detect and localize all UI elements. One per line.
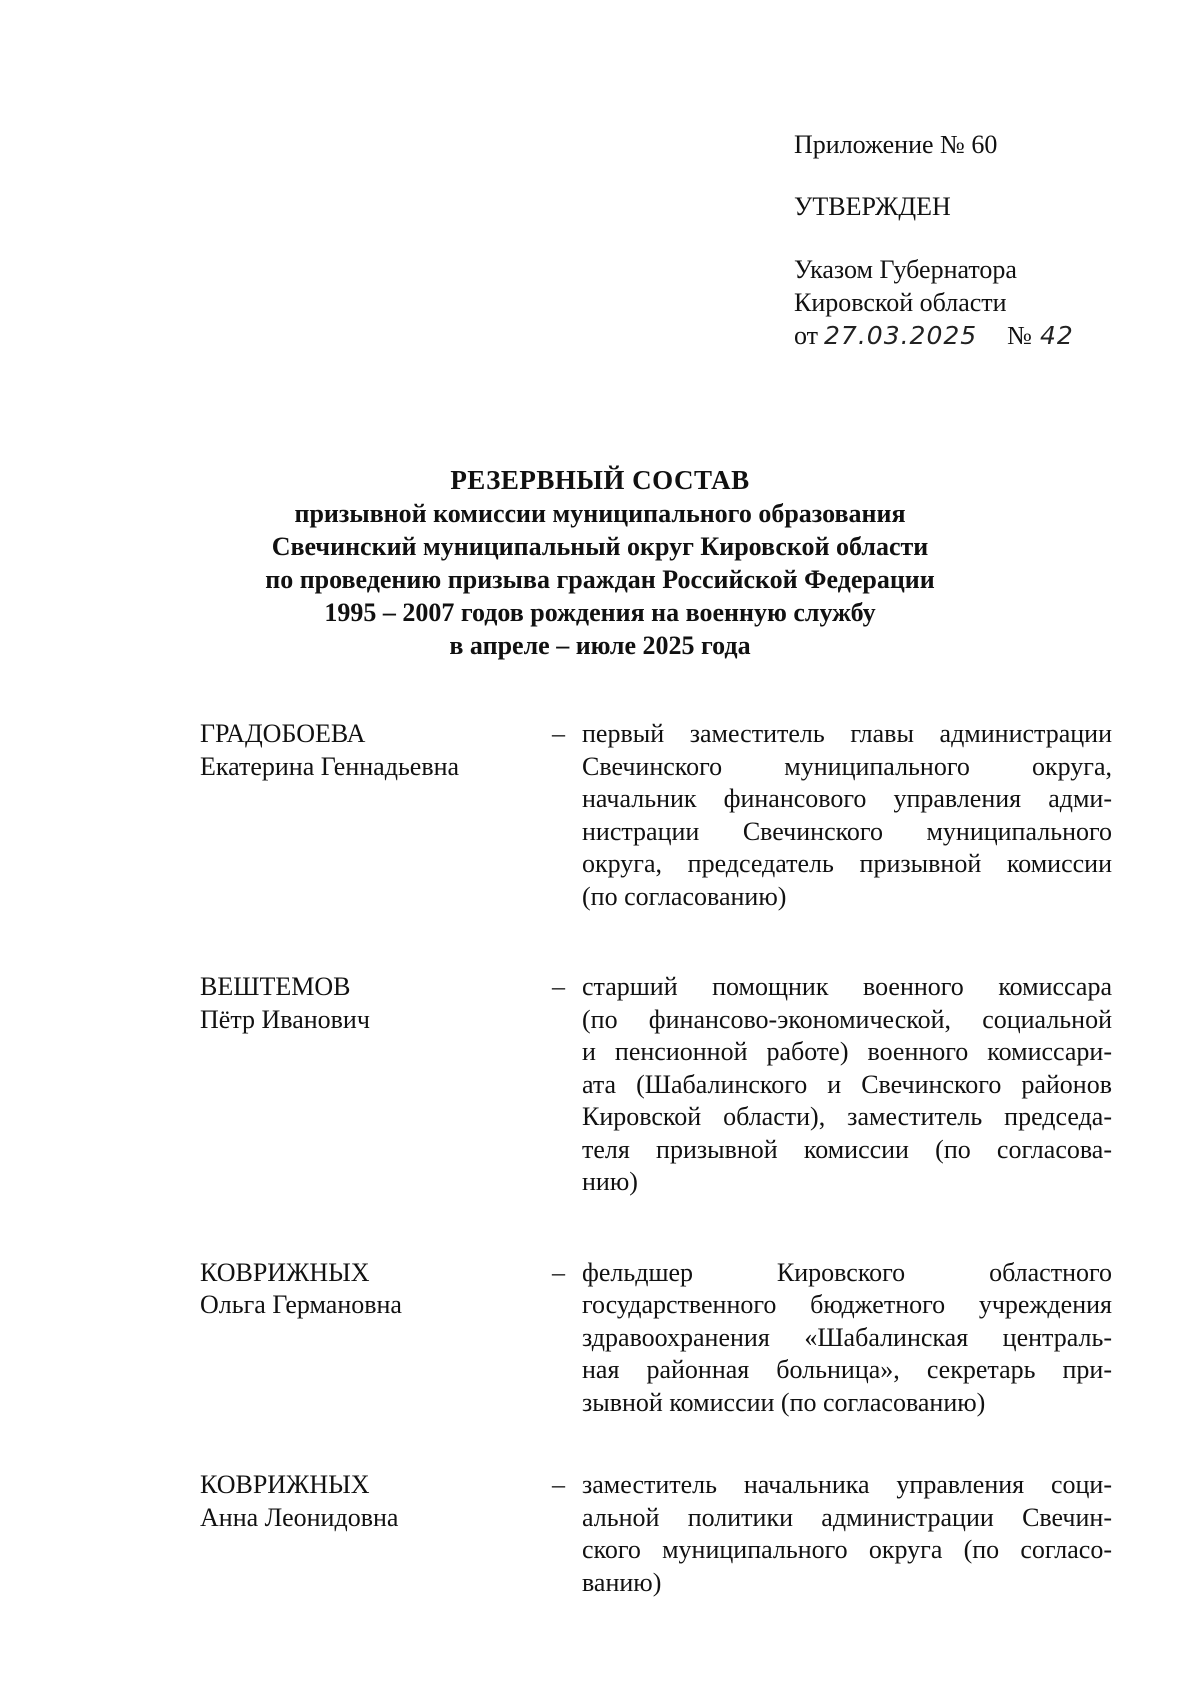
member-given-names: Ольга Германовна bbox=[200, 1290, 402, 1319]
role-line: начальник финансового управления адми- bbox=[582, 784, 1112, 813]
from-prefix: от bbox=[794, 321, 819, 350]
role-line: (по согласованию) bbox=[582, 881, 787, 911]
role-line: и пенсионной работе) военного комиссари- bbox=[582, 1037, 1112, 1066]
member-role bbox=[582, 1469, 1112, 1599]
role-line: фельдшер Кировского областного bbox=[582, 1257, 1112, 1287]
role-line: нию) bbox=[582, 1167, 638, 1196]
role-line: ата (Шабалинского и Свечинского районов bbox=[582, 1069, 1112, 1099]
role-line: альной политики администрации Свечин- bbox=[582, 1502, 1112, 1532]
role-line: округа, председатель призывной комиссии bbox=[582, 849, 1112, 878]
decree-line-1: Указом Губернатора bbox=[794, 255, 1017, 284]
handwritten-number: 42 bbox=[1039, 321, 1074, 350]
role-line: государственного бюджетного учреждения bbox=[582, 1290, 1112, 1319]
role-line: теля призывной комиссии (по согласова- bbox=[582, 1134, 1112, 1164]
role-line: ванию) bbox=[582, 1567, 662, 1597]
member-given-names: Екатерина Геннадьевна bbox=[200, 751, 460, 781]
member-given-names: Анна Леонидовна bbox=[200, 1502, 399, 1532]
member-name bbox=[200, 1257, 552, 1420]
approved-label: УТВЕРЖДЕН bbox=[794, 192, 951, 221]
member-surname: ГРАДОБОЕВА bbox=[200, 719, 366, 748]
member-dash: – bbox=[552, 1470, 565, 1499]
title-line-3: по проведению призыва граждан Российской Федерации bbox=[265, 565, 935, 594]
member-entry bbox=[200, 718, 1120, 913]
role-line: заместитель начальника управления соци- bbox=[582, 1470, 1112, 1499]
role-line: ная районная больница», секретарь при- bbox=[582, 1355, 1112, 1384]
member-entry bbox=[200, 1257, 1120, 1420]
member-name bbox=[200, 718, 552, 913]
member-dash: – bbox=[552, 1257, 565, 1287]
member-given-names: Пётр Иванович bbox=[200, 1004, 370, 1034]
member-entry bbox=[200, 971, 1120, 1199]
role-line: (по финансово-экономической, социальной bbox=[582, 1004, 1112, 1034]
decree-date-line bbox=[794, 319, 1154, 352]
approval-stamp-block bbox=[794, 128, 1154, 352]
role-line: ского муниципального округа (по согласо- bbox=[582, 1535, 1112, 1564]
role-line: старший помощник военного комиссара bbox=[582, 972, 1112, 1001]
role-line: зывной комиссии (по согласованию) bbox=[582, 1387, 986, 1417]
title-line-1: призывной комиссии муниципального образования bbox=[294, 499, 906, 528]
member-name bbox=[200, 971, 552, 1199]
number-sign: № bbox=[1007, 321, 1032, 350]
role-line: первый заместитель главы администрации bbox=[582, 719, 1112, 748]
member-dash: – bbox=[552, 719, 565, 748]
decree-line-2: Кировской области bbox=[794, 288, 1007, 317]
handwritten-date: 27.03.2025 bbox=[824, 321, 978, 350]
member-name bbox=[200, 1469, 552, 1599]
role-line: Свечинского муниципального округа, bbox=[582, 751, 1112, 781]
title-line-5: в апреле – июле 2025 года bbox=[449, 631, 751, 660]
members-list bbox=[200, 718, 1120, 1599]
title-line-2: Свечинский муниципальный округ Кировской области bbox=[271, 532, 929, 561]
title-main: РЕЗЕРВНЫЙ СОСТАВ bbox=[450, 465, 750, 495]
role-line: Кировской области), заместитель председа- bbox=[582, 1102, 1112, 1131]
member-surname: ВЕШТЕМОВ bbox=[200, 972, 351, 1001]
member-entry bbox=[200, 1469, 1120, 1599]
member-dash: – bbox=[552, 972, 565, 1001]
appendix-number: Приложение № 60 bbox=[794, 130, 998, 159]
role-line: нистрации Свечинского муниципального bbox=[582, 816, 1112, 846]
role-line: здравоохранения «Шабалинская централь- bbox=[582, 1322, 1112, 1352]
member-role bbox=[582, 718, 1112, 913]
member-role bbox=[582, 1257, 1112, 1420]
member-surname: КОВРИЖНЫХ bbox=[200, 1257, 370, 1287]
title-line-4: 1995 – 2007 годов рождения на военную службу bbox=[324, 598, 876, 627]
document-title bbox=[150, 464, 1050, 662]
member-surname: КОВРИЖНЫХ bbox=[200, 1470, 370, 1499]
member-role bbox=[582, 971, 1112, 1199]
